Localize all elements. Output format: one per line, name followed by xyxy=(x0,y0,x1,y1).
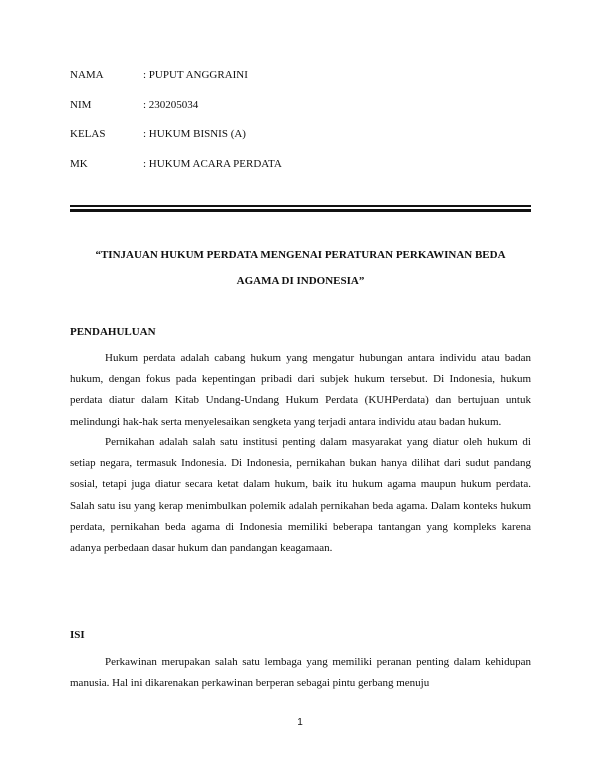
section-heading-isi: ISI xyxy=(70,629,85,641)
header-divider-thick xyxy=(70,209,531,212)
info-label: NIM xyxy=(70,98,92,111)
paragraph: Perkawinan merupakan salah satu lembaga yang memiliki peranan penting dalam kehidupan manusia. Hal ini dikarenakan perkawinan berperan sebagai pintu gerbang menuju xyxy=(70,656,531,690)
paragraph: Hukum perdata adalah cabang hukum yang mengatur hubungan antara individu atau badan hukum, dengan fokus pada kepentingan pribadi dari subjek hukum tersebut. Di Indonesia, hukum perdata diatur dalam Kitab Undang-Undang Hukum Perdata (KUHPerdata) dan bertujuan untuk melindungi hak-hak serta menyelesaikan sengketa yang terjadi antara individu atau badan hukum. xyxy=(70,352,531,428)
document-title xyxy=(70,242,531,294)
header-divider-thin xyxy=(70,205,531,207)
paragraph: Pernikahan adalah salah satu institusi penting dalam masyarakat yang diatur oleh hukum di setiap negara, termasuk Indonesia. Di Indonesia, pernikahan bukan hanya dilihat dari sudut pandang sosial, tetapi juga diatur secara ketat dalam hukum, baik itu hukum agama maupun hukum perdata. Salah satu isu yang kerap menimbulkan polemik adalah pernikahan beda agama. Dalam konteks hukum perdata, pernikahan beda agama di Indonesia memiliki beberapa tantangan yang kompleks karena adanya perbedaan dasar hukum dan pandangan keagamaan. xyxy=(70,436,531,555)
info-value: : 230205034 xyxy=(143,98,199,111)
info-value: : HUKUM BISNIS (A) xyxy=(143,128,246,140)
title-line-1: “TINJAUAN HUKUM PERDATA MENGENAI PERATURAN PERKAWINAN BEDA xyxy=(95,249,506,261)
info-value: : HUKUM ACARA PERDATA xyxy=(143,157,282,170)
info-label: NAMA xyxy=(70,69,104,81)
title-line-2: AGAMA DI INDONESIA” xyxy=(236,275,365,287)
info-label: MK xyxy=(70,157,88,170)
page-number: 1 xyxy=(297,717,303,728)
section-heading-pendahuluan: PENDAHULUAN xyxy=(70,326,156,338)
info-value: : PUPUT ANGGRAINI xyxy=(143,69,248,81)
info-label: KELAS xyxy=(70,128,106,140)
